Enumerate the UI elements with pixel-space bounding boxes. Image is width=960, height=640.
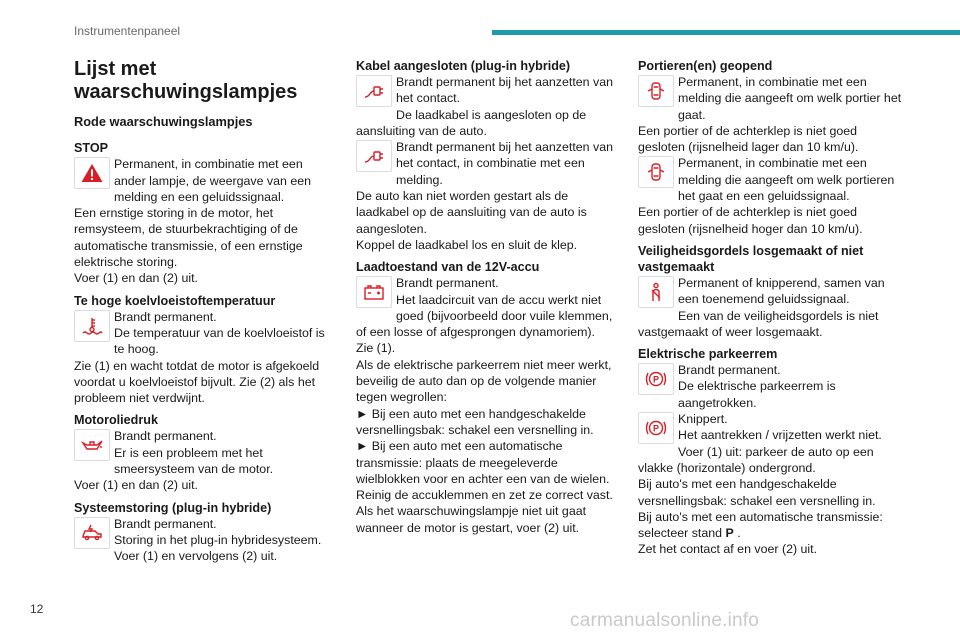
running-header: Instrumentenpaneel <box>74 24 181 38</box>
system-text-1: Brandt permanent. <box>114 516 217 531</box>
oil-can-icon <box>74 429 110 461</box>
parking-text-2: De elektrische parkeerrem is aangetrokken. <box>678 379 836 410</box>
coolant-text-2: De temperatuur van de koelvloeistof is te hoog. <box>114 325 325 357</box>
doors-text-2: Een portier of de achterklep is niet goed gesloten (rijsnelheid lager dan 10 km/u). <box>638 123 859 155</box>
cable-text-2: De laadkabel is aangesloten op de aansluiting van de auto. <box>356 107 587 138</box>
doors-entry <box>638 58 906 237</box>
coolant-text-3: Zie (1) en wacht totdat de motor is afgekoeld voordat u koelvloeistof bijvult. Zie (2) als het probleem niet verdwijnt. <box>74 358 320 406</box>
stop-warning-icon <box>74 157 110 189</box>
seatbelt-icon <box>638 276 674 308</box>
battery-text-3: Zie (1). <box>356 341 396 356</box>
coolant-text-1: Brandt permanent. <box>114 309 217 324</box>
stop-heading: STOP <box>74 141 109 156</box>
battery-text-5: ► Bij een auto met een handgeschakelde versnellingsbak: schakel een versnelling in. <box>356 406 594 437</box>
belts-text-2: Een van de veiligheidsgordels is niet vastgemaakt of weer losgemaakt. <box>638 308 879 339</box>
header-accent-bar <box>492 30 960 35</box>
charging-cable-icon <box>356 75 392 107</box>
system-text-2: Storing in het plug-in hybridesysteem. <box>114 532 322 547</box>
parking-text-8: Zet het contact af en voer (2) uit. <box>638 542 818 557</box>
stop-entry <box>74 140 336 286</box>
battery-text-4: Als de elektrische parkeerrem niet meer werkt, beveilig de auto dan op de volgende manier tegen wegrollen: <box>356 357 612 405</box>
belts-entry <box>638 243 906 340</box>
battery-heading: Laadtoestand van de 12V-accu <box>356 260 540 275</box>
cable-text-3: Brandt permanent bij het aanzetten van het contact, in combinatie met een melding. <box>396 140 613 187</box>
battery-text-6: ► Bij een auto met een automatische transmissie: plaats de meegeleverde wielblokken voor en achter een van de wielen. <box>356 439 610 486</box>
stop-text-3: Voer (1) en dan (2) uit. <box>74 271 198 286</box>
doors-text-3: Permanent, in combinatie met een melding die aangeeft om welk portieren het gaat en een geluidssignaal. <box>678 156 895 204</box>
column-1 <box>74 58 336 565</box>
parking-text-3: Knippert. <box>678 412 728 427</box>
svg-text:P: P <box>652 423 660 434</box>
door-open-icon-2 <box>638 156 674 188</box>
coolant-heading: Te hoge koelvloeistoftemperatuur <box>74 293 276 308</box>
cable-text-1: Brandt permanent bij het aanzetten van het contact. <box>396 75 613 106</box>
parking-text-5: Voer (1) uit: parkeer de auto op een vlakke (horizontale) ondergrond. <box>638 444 874 475</box>
gear-p-label: P <box>725 526 734 541</box>
page-title: Lijst met waarschuwingslampjes <box>74 58 298 103</box>
battery-text-1: Brandt permanent. <box>396 276 499 291</box>
parking-text-4: Het aantrekken / vrijzetten werkt niet. <box>678 428 882 443</box>
stop-text-2: Een ernstige storing in de motor, het remsysteem, de stuurbekrachtiging of de automatische transmissie, of een ernstige elektrische storing. <box>74 206 303 270</box>
parking-heading: Elektrische parkeerrem <box>638 347 778 362</box>
parking-brake-icon <box>638 363 674 395</box>
parking-brake-icon-2 <box>638 412 674 444</box>
system-heading: Systeemstoring (plug-in hybride) <box>74 500 272 515</box>
stop-text-1: Permanent, in combinatie met een ander lampje, de weergave van een melding en een geluidssignaal. <box>114 157 312 204</box>
oil-entry <box>74 412 336 493</box>
battery-entry <box>356 259 622 536</box>
svg-text:P: P <box>652 374 660 385</box>
coolant-temperature-icon <box>74 310 110 342</box>
parking-text-7c: . <box>733 526 741 541</box>
battery-text-7: Reinig de accuklemmen en zet ze correct vast. <box>356 488 613 503</box>
system-entry <box>74 500 336 565</box>
system-text-3: Voer (1) en vervolgens (2) uit. <box>114 549 278 564</box>
doors-text-4: Een portier of de achterklep is niet goed gesloten (rijsnelheid hoger dan 10 km/u). <box>638 205 863 236</box>
parking-text-7a: Bij auto's met een automatische transmissie: selecteer stand <box>638 509 883 541</box>
belts-heading: Veiligheidsgordels losgemaakt of niet vastgemaakt <box>638 243 864 274</box>
parking-text-7 <box>638 509 906 542</box>
column-3 <box>638 58 906 558</box>
belts-text-1: Permanent of knipperend, samen van een toenemend geluidssignaal. <box>678 275 885 307</box>
oil-heading: Motoroliedruk <box>74 413 158 428</box>
doors-heading: Portieren(en) geopend <box>638 59 773 73</box>
watermark: carmanualsonline.info <box>570 610 760 631</box>
battery-icon <box>356 276 392 308</box>
parking-text-1: Brandt permanent. <box>678 363 781 378</box>
parking-text-6: Bij auto's met een handgeschakelde versnellingsbak: schakel een versnelling in. <box>638 477 876 508</box>
column-2 <box>356 58 622 536</box>
doors-text-1: Permanent, in combinatie met een melding die aangeeft om welk portier het gaat. <box>678 75 902 122</box>
oil-text-1: Brandt permanent. <box>114 429 217 444</box>
oil-text-3: Voer (1) en dan (2) uit. <box>74 478 198 493</box>
parking-entry <box>638 346 906 558</box>
battery-text-8: Als het waarschuwingslampje niet uit gaat wanneer de motor is gestart, voer (2) uit. <box>356 504 587 535</box>
hybrid-system-car-icon <box>74 517 110 549</box>
cable-text-5: Koppel de laadkabel los en sluit de klep. <box>356 237 578 252</box>
coolant-entry <box>74 293 336 407</box>
cable-heading: Kabel aangesloten (plug-in hybride) <box>356 59 571 73</box>
page-number: 12 <box>30 602 44 616</box>
charging-cable-icon-2 <box>356 140 392 172</box>
cable-text-4: De auto kan niet worden gestart als de laadkabel op de aansluiting van de auto is aangesloten. <box>356 189 587 236</box>
section-subtitle: Rode waarschuwingslampjes <box>74 114 253 129</box>
oil-text-2: Er is een probleem met het smeersysteem van de motor. <box>114 445 274 477</box>
battery-text-2: Het laadcircuit van de accu werkt niet goed (bijvoorbeeld door vuile klemmen, of een losse of afgesprongen dynamoriem). <box>356 292 613 340</box>
door-open-icon <box>638 75 674 107</box>
cable-entry <box>356 58 622 253</box>
